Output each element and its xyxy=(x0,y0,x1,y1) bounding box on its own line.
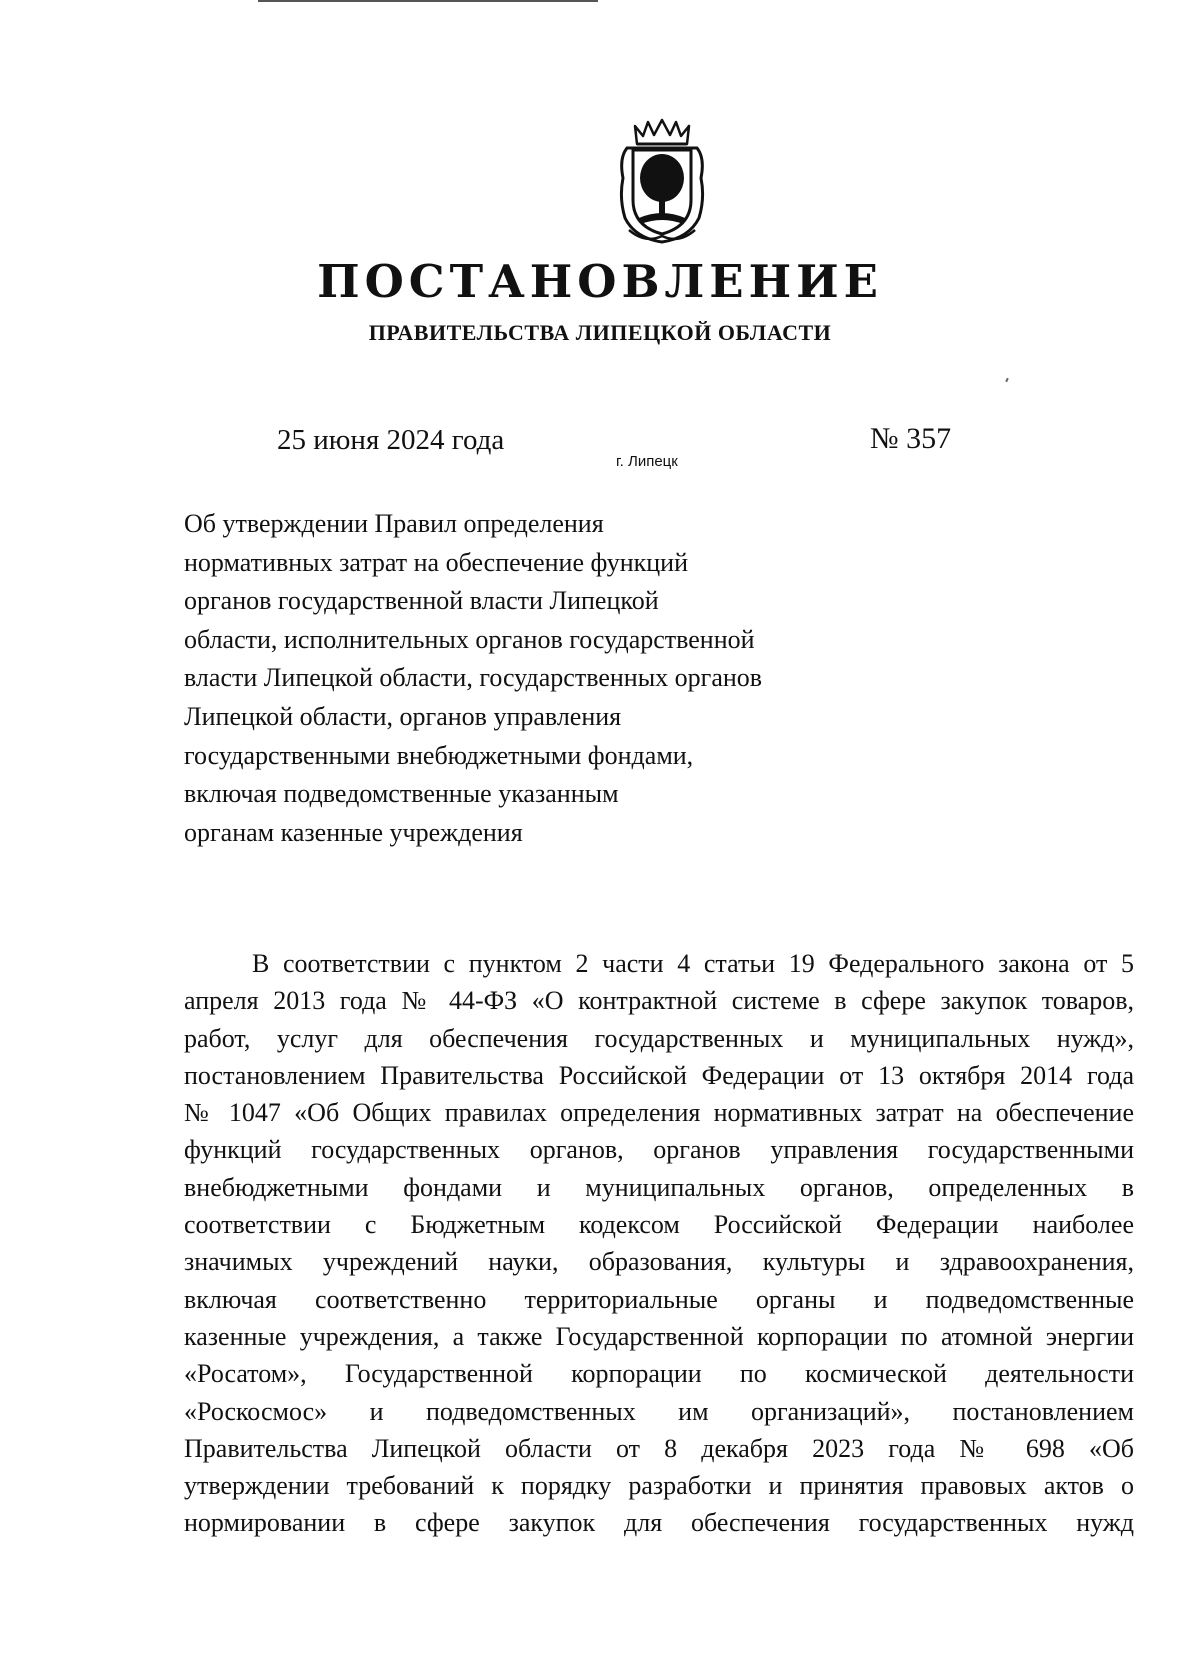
subject-line: государственными внебюджетными фондами, xyxy=(184,740,694,770)
document-city: г. Липецк xyxy=(616,453,678,470)
body-line: апреля 2013 года № 44-ФЗ «О контрактной системе в сфере закупок товаров, xyxy=(184,986,1134,1016)
body-line: «Росатом», Государственной корпорации по космической деятельности xyxy=(184,1359,1134,1389)
coat-of-arms-emblem xyxy=(615,118,710,246)
body-line: № 1047 «Об Общих правилах определения нормативных затрат на обеспечение xyxy=(184,1098,1134,1128)
subject-line: включая подведомственные указанным xyxy=(184,779,619,809)
document-number: № 357 xyxy=(870,422,952,455)
body-line: работ, услуг для обеспечения государственных и муниципальных нужд», xyxy=(184,1023,1134,1053)
body-line: утверждении требований к порядку разработки и принятия правовых актов о xyxy=(184,1471,1134,1501)
body-line: соответствии с Бюджетным кодексом Российской Федерации наиболее xyxy=(184,1210,1134,1240)
scan-speck xyxy=(1005,378,1009,382)
body-line: «Роскосмос» и подведомственных им организаций», постановлением xyxy=(184,1396,1134,1426)
document-title: ПОСТАНОВЛЕНИЕ xyxy=(317,255,883,308)
body-line: включая соответственно территориальные органы и подведомственные xyxy=(184,1284,1134,1314)
document-issuer: ПРАВИТЕЛЬСТВА ЛИПЕЦКОЙ ОБЛАСТИ xyxy=(368,320,832,345)
body-line: В соответствии с пунктом 2 части 4 статьи 19 Федерального закона от 5 xyxy=(252,949,1134,978)
subject-line: органам казенные учреждения xyxy=(184,817,523,847)
document-subject xyxy=(184,505,884,852)
subject-line: органов государственной власти Липецкой xyxy=(184,586,659,616)
body-line: функций государственных органов, органов управления государственными xyxy=(184,1135,1134,1165)
body-line: нормировании в сфере закупок для обеспечения государственных нужд xyxy=(184,1508,1134,1538)
body-line: внебюджетными фондами и муниципальных органов, определенных в xyxy=(184,1172,1134,1202)
document-date: 25 июня 2024 года xyxy=(277,424,505,456)
subject-line: области, исполнительных органов государственной xyxy=(184,624,755,654)
subject-line: Об утверждении Правил определения xyxy=(184,509,604,538)
body-line: постановлением Правительства Российской Федерации от 13 октября 2014 года xyxy=(184,1060,1134,1090)
document-body xyxy=(184,945,1134,1542)
subject-line: Липецкой области, органов управления xyxy=(184,701,622,731)
body-line: значимых учреждений науки, образования, культуры и здравоохранения, xyxy=(184,1247,1134,1277)
subject-line: нормативных затрат на обеспечение функций xyxy=(184,547,688,577)
body-line: казенные учреждения, а также Государственной корпорации по атомной энергии xyxy=(184,1321,1134,1351)
top-scan-rule xyxy=(258,0,598,2)
subject-line: власти Липецкой области, государственных органов xyxy=(184,663,763,693)
body-line: Правительства Липецкой области от 8 декабря 2023 года № 698 «Об xyxy=(184,1433,1134,1463)
